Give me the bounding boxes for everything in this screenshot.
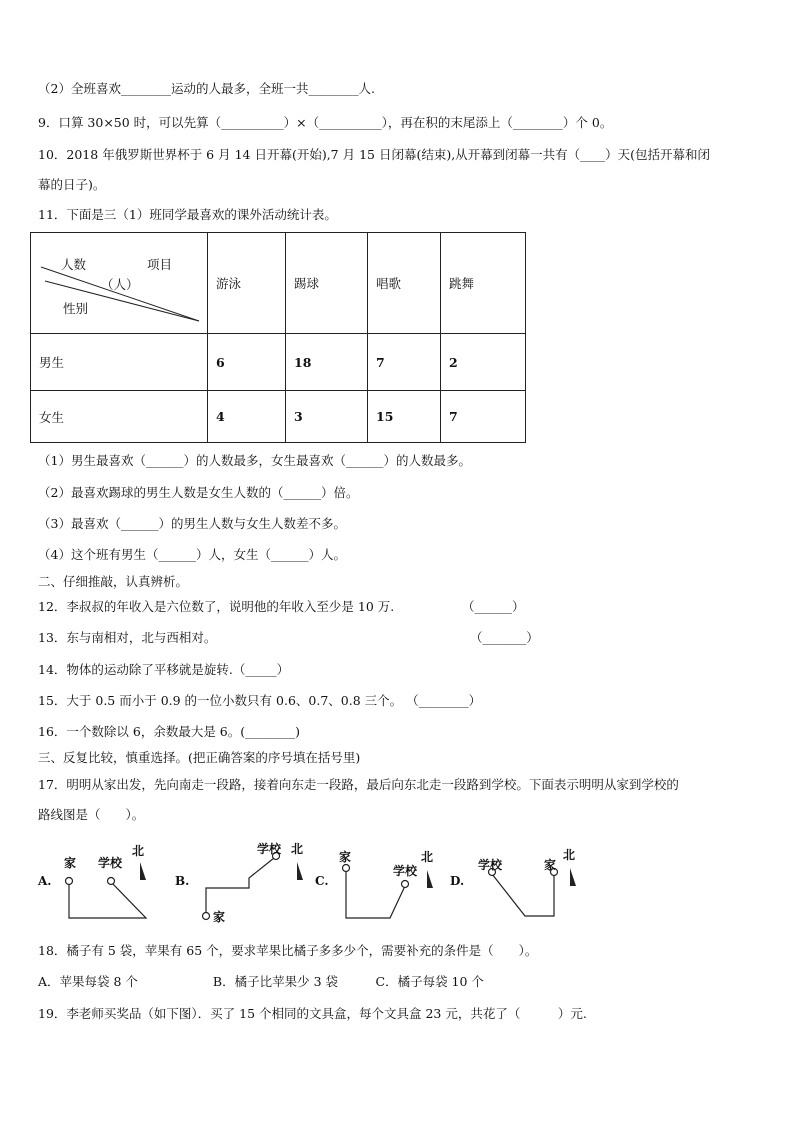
header-unit: （人） xyxy=(101,277,139,292)
north-label: 北 xyxy=(132,844,145,858)
north-label: 北 xyxy=(291,842,304,856)
question-11-sub1: （1）男生最喜欢（______）的人数最多，女生最喜欢（______）的人数最多。 xyxy=(38,453,471,468)
table-cell: 15 xyxy=(368,391,441,443)
question-17-line1: 17．明明从家出发，先向南走一段路，接着向东走一段路，最后向东北走一段路到学校。下面表示明明从家到学校的 xyxy=(38,777,679,792)
question-11: 11．下面是三（1）班同学最喜欢的课外活动统计表。 xyxy=(38,207,337,222)
question-15: 15．大于 0.5 而小于 0.9 的一位小数只有 0.6、0.7、0.8 三个。 （________） xyxy=(38,693,482,708)
table-cell: 18 xyxy=(286,334,368,391)
north-label: 北 xyxy=(563,848,576,862)
school-label: 学校 xyxy=(478,858,503,872)
home-label: 家 xyxy=(64,856,77,870)
route-option-d xyxy=(450,842,590,926)
table-cell: 3 xyxy=(286,391,368,443)
route-option-c xyxy=(315,844,445,926)
column-header: 踢球 xyxy=(286,233,368,334)
question-11-sub2: （2）最喜欢踢球的男生人数是女生人数的（______）倍。 xyxy=(38,485,359,500)
question-10-line1: 10．2018 年俄罗斯世界杯于 6 月 14 日开幕(开始),7 月 15 日闭幕(结束),从开幕到闭幕一共有（____）天(包括开幕和闭 xyxy=(38,147,711,162)
question-18-options: A．苹果每袋 8 个 B．橘子比苹果少 3 袋 C．橘子每袋 10 个 xyxy=(38,974,484,989)
question-9: 9．口算 30×50 时，可以先算（__________）×（__________），再在积的末尾添上（________）个 0。 xyxy=(38,115,613,130)
home-label: 家 xyxy=(213,910,226,924)
route-option-b xyxy=(175,836,315,926)
section-3-title: 三、反复比较，慎重选择。(把正确答案的序号填在括号里) xyxy=(38,750,361,765)
question-11-sub3: （3）最喜欢（______）的男生人数与女生人数差不多。 xyxy=(38,516,346,531)
row-label: 男生 xyxy=(31,334,208,391)
table-cell: 2 xyxy=(441,334,526,391)
header-item: 项目 xyxy=(147,257,173,272)
question-14: 14．物体的运动除了平移就是旋转.（_____） xyxy=(38,662,290,677)
school-label: 学校 xyxy=(98,856,123,870)
option-label: A. xyxy=(38,874,52,888)
row-label: 女生 xyxy=(31,391,208,443)
option-label: B. xyxy=(175,874,190,888)
column-header: 唱歌 xyxy=(368,233,441,334)
diagonal-header-cell xyxy=(31,233,208,334)
table-cell: 4 xyxy=(208,391,286,443)
table-row xyxy=(31,334,526,391)
activity-stats-table xyxy=(30,232,526,443)
table-cell: 7 xyxy=(441,391,526,443)
question-18: 18．橘子有 5 袋，苹果有 65 个，要求苹果比橘子多多少个，需要补充的条件是（ ）。 xyxy=(38,943,538,958)
header-gender: 性别 xyxy=(63,301,89,316)
option-label: C. xyxy=(315,874,329,888)
q8-part2: （2）全班喜欢________运动的人最多，全班一共________人. xyxy=(38,81,375,96)
column-header: 游泳 xyxy=(208,233,286,334)
table-header-row xyxy=(31,233,526,334)
question-17-line2: 路线图是（ ）。 xyxy=(38,807,145,822)
question-13: 13．东与南相对，北与西相对。 xyxy=(38,630,217,645)
table-row xyxy=(31,391,526,443)
section-2-title: 二、仔细推敲，认真辨析。 xyxy=(38,574,189,589)
question-12: 12．李叔叔的年收入是六位数了，说明他的年收入至少是 10 万. xyxy=(38,599,395,614)
question-10-line2: 幕的日子)。 xyxy=(38,177,106,192)
table-cell: 7 xyxy=(368,334,441,391)
home-label: 家 xyxy=(339,850,352,864)
column-header: 跳舞 xyxy=(441,233,526,334)
question-12-blank: （______） xyxy=(462,599,525,614)
question-19: 19．李老师买奖品（如下图）．买了 15 个相同的文具盒，每个文具盒 23 元，共花了（ ）元. xyxy=(38,1006,587,1021)
question-13-blank: （_______） xyxy=(470,630,539,645)
north-label: 北 xyxy=(421,850,434,864)
table-cell: 6 xyxy=(208,334,286,391)
home-label: 家 xyxy=(544,858,557,872)
route-option-a xyxy=(38,840,158,925)
question-16: 16．一个数除以 6，余数最大是 6。(________) xyxy=(38,724,301,739)
option-label: D. xyxy=(450,874,465,888)
question-11-sub4: （4）这个班有男生（______）人，女生（______）人。 xyxy=(38,547,346,562)
header-people: 人数 xyxy=(61,257,87,272)
school-label: 学校 xyxy=(257,842,282,856)
school-label: 学校 xyxy=(393,864,418,878)
